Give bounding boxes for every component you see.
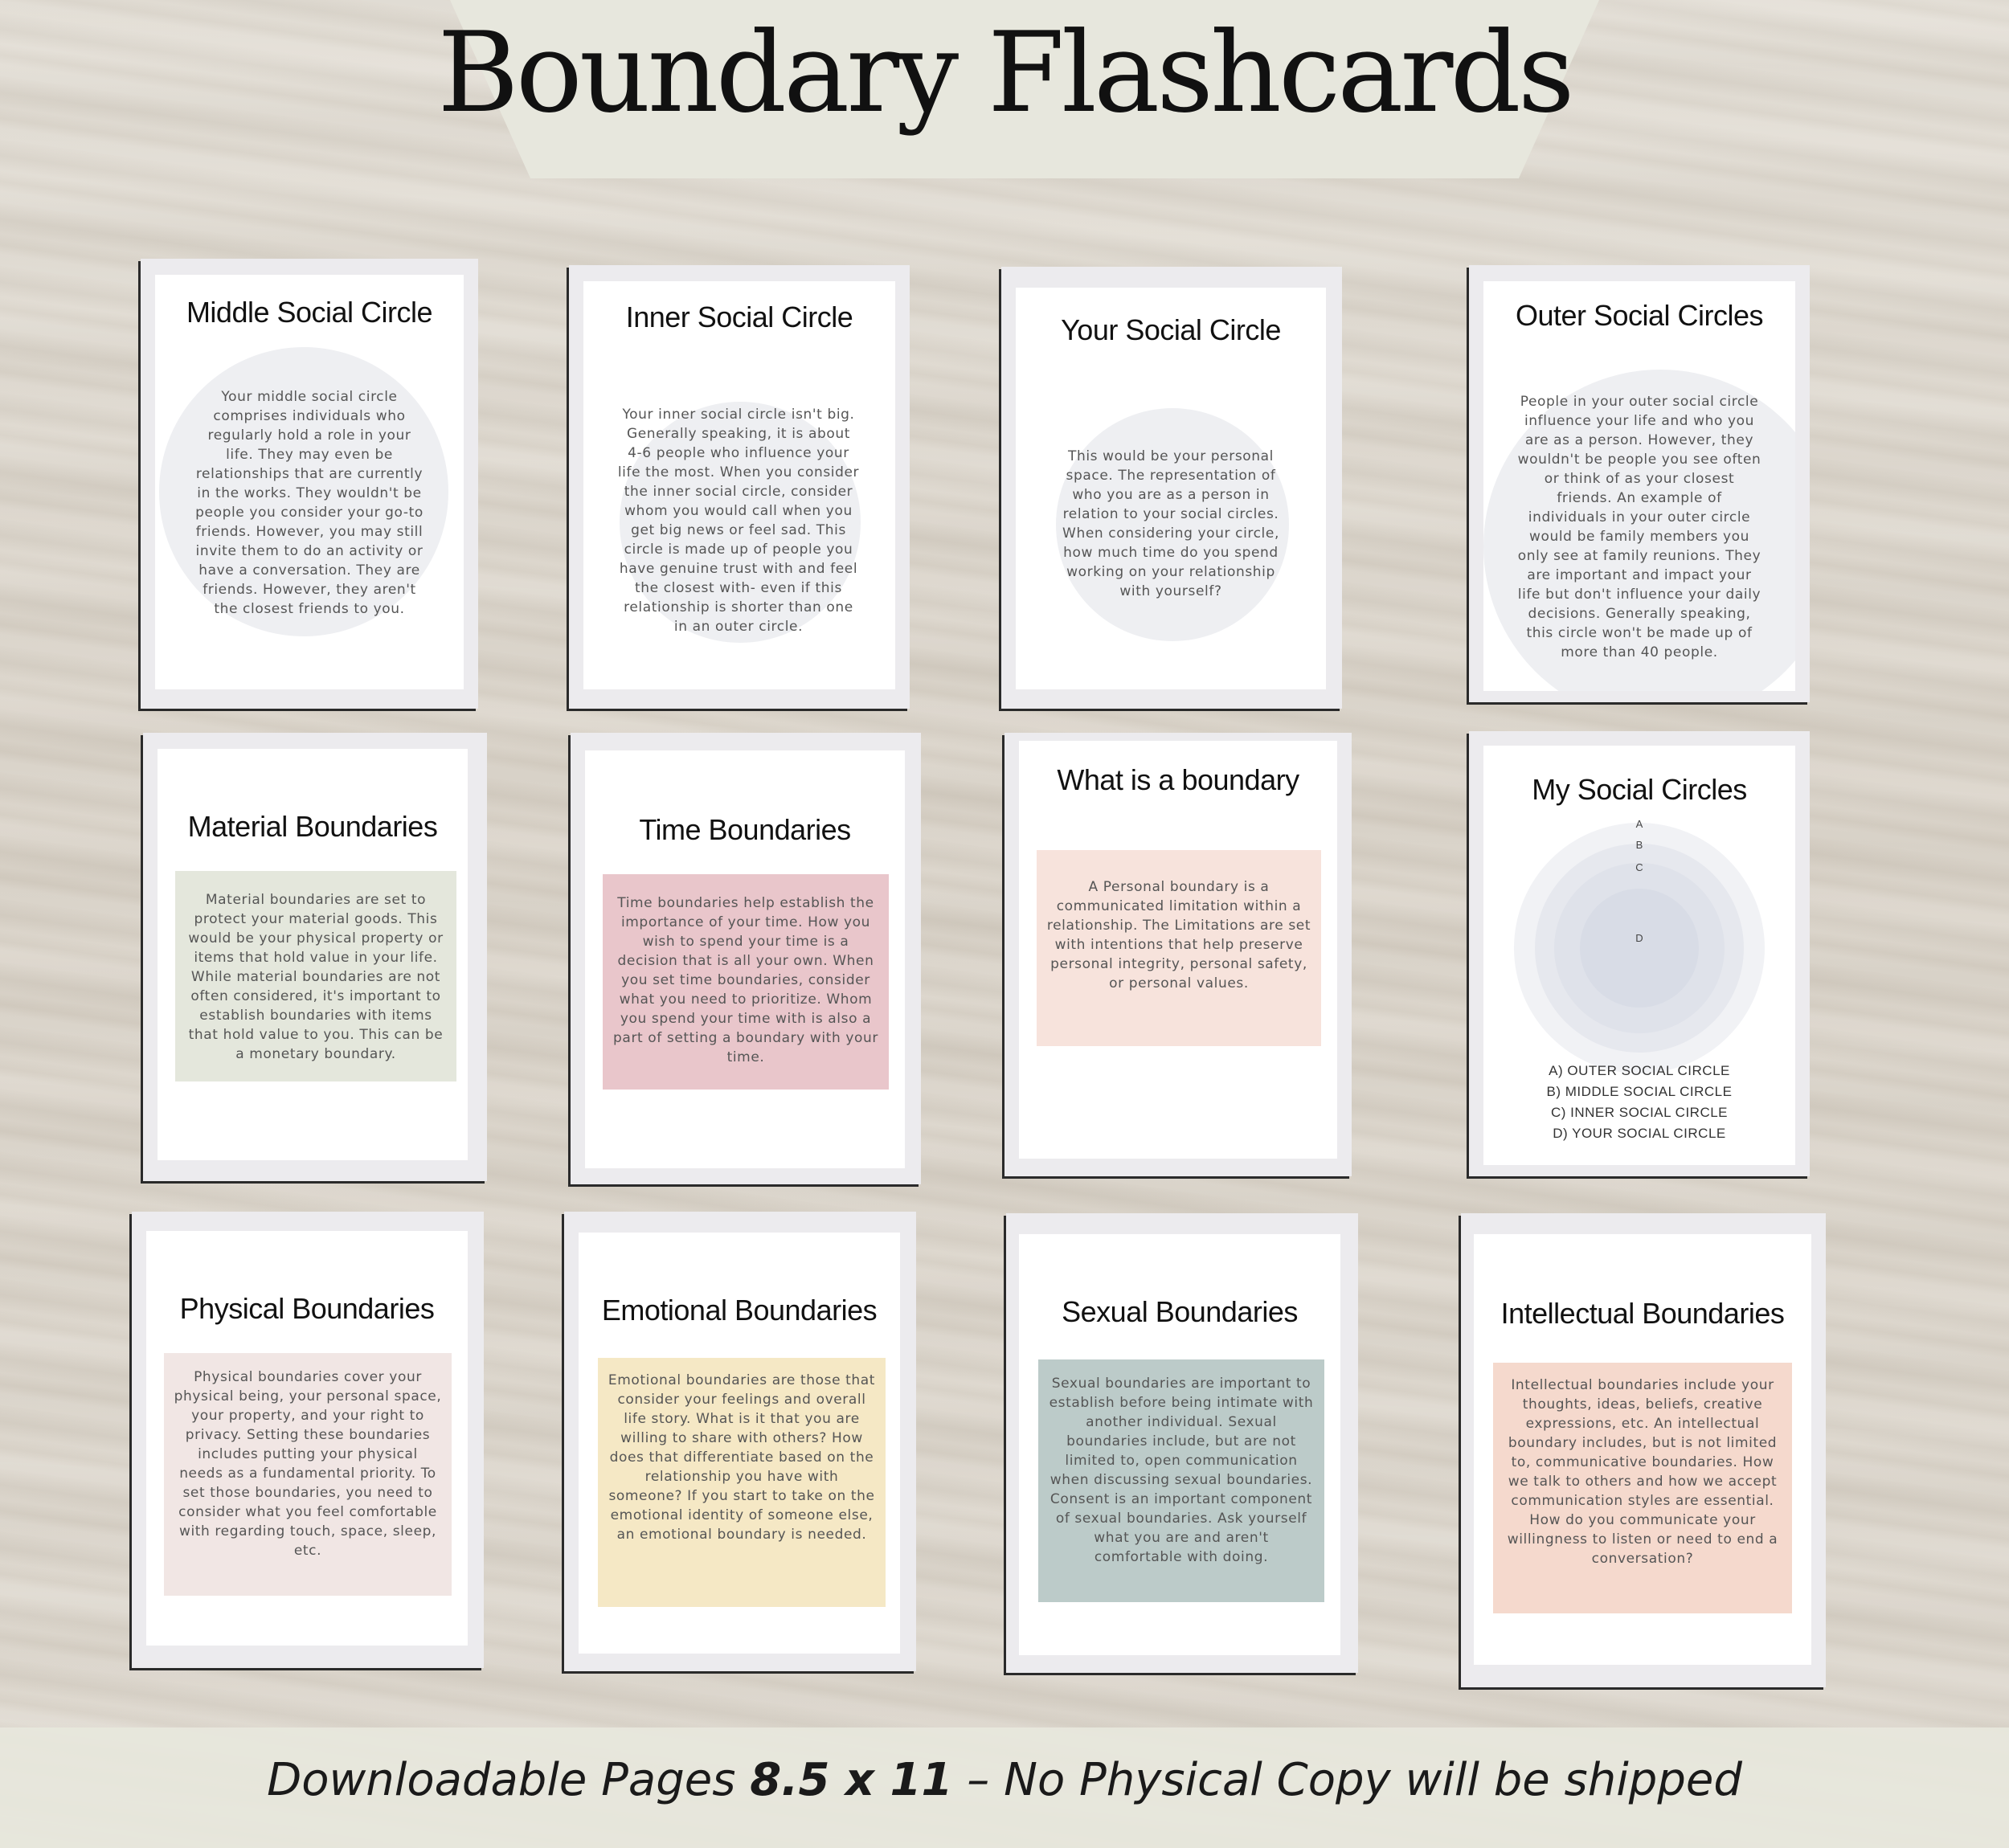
card-title: Time Boundaries: [639, 813, 851, 846]
ring-label-d: D: [1635, 932, 1643, 944]
card-time-boundaries: [571, 733, 921, 1184]
card-face: [158, 749, 468, 1160]
card-body: Intellectual boundaries include your thoughts, ideas, beliefs, creative expressions, etc. An intellectual boundary includes, but is not limited to, communicative boundaries. How we talk to others and how we accept communication styles are essential. How do you communicate your willingness to listen or need to end a conversation?: [1507, 1377, 1778, 1567]
card-title: Emotional Boundaries: [601, 1294, 878, 1327]
card-face: [583, 281, 895, 689]
card-title: Material Boundaries: [187, 810, 438, 843]
footer-size: 8.5 x 11: [750, 1754, 953, 1806]
card-physical-boundaries: [132, 1212, 484, 1668]
card-body: Your middle social circle comprises individuals who regularly hold a role in your life. They may even be relationships that are currently in the works. They wouldn't be people you consider your go-to friends. However, you may still invite them to do an activity or have a conversation. They are friends. However, they aren't the closest friends to you.: [195, 389, 423, 617]
card-title: Sexual Boundaries: [1062, 1295, 1298, 1328]
colored-text-box: [1493, 1363, 1792, 1613]
colored-text-box: [1038, 1359, 1324, 1602]
card-title: Intellectual Boundaries: [1500, 1297, 1785, 1330]
card-body: Sexual boundaries are important to establish before being intimate with another individual. Sexual boundaries include, but are not limited to, open communication when discussing sexual boundaries. Consent is an important component of sexual boundaries. Ask yourself what you are and aren't comfortable with doing.: [1049, 1376, 1314, 1565]
card-body: Emotional boundaries are those that consider your feelings and overall life story. What is it that you are willing to share with others? How does that differentiate based on the relationship you have with someone? If you start to take on the emotional identity of someone else, an emotional boundary is needed.: [608, 1372, 876, 1543]
card-body: People in your outer social circle influence your life and who you are as a person. However, they wouldn't be people you see often or think of as your closest friends. An example of individuals in your outer circle would be family members you only see at family reunions. They are important and impact your life but don't influence your daily decisions. Generally speaking, this circle won't be made up of more than 40 people.: [1517, 394, 1761, 660]
ring-label-c: C: [1635, 861, 1643, 873]
card-body: Material boundaries are set to protect your material goods. This would be your physical property or items that hold value in your life. While material boundaries are not often considered, it's important to establish boundaries with items that hold value to you. This can be a monetary boundary.: [188, 892, 444, 1062]
colored-text-box: [598, 1358, 886, 1607]
card-title: What is a boundary: [1057, 763, 1299, 796]
circle-legend: [1483, 1061, 1795, 1144]
card-face: [1019, 1234, 1340, 1655]
footer-suffix: – No Physical Copy will be shipped: [952, 1754, 1742, 1806]
legend-item: D) YOUR SOCIAL CIRCLE: [1553, 1126, 1726, 1141]
colored-text-box: [1037, 850, 1321, 1046]
ring-label-b: B: [1635, 839, 1643, 851]
card-body: A Personal boundary is a communicated limitation within a relationship. The Limitations are set with intentions that help preserve personal integrity, personal safety, or personal values.: [1046, 879, 1311, 991]
card-face: [155, 275, 464, 689]
card-outer-social-circles: [1469, 265, 1810, 702]
colored-text-box: [603, 874, 889, 1090]
card-face: [1016, 288, 1326, 689]
card-body: Your inner social circle isn't big. Generally speaking, it is about 4-6 people who influence your life the most. When you consider the inner social circle, consider whom you would call when you get big news or feel sad. This circle is made up of people you have genuine trust with and feel the closest with- even if this relationship is shorter than one in an outer circle.: [617, 407, 860, 635]
footer-prefix: Downloadable Pages: [267, 1754, 751, 1806]
legend-item: C) INNER SOCIAL CIRCLE: [1550, 1105, 1729, 1120]
card-body: Physical boundaries cover your physical being, your personal space, your property, and your right to privacy. Setting these boundaries includes putting your physical needs as a fundamental priority. To set those boundaries, you need to consider what you feel comfortable with regarding touch, space, sleep, etc.: [174, 1369, 442, 1559]
card-face: [585, 750, 905, 1168]
card-title: Inner Social Circle: [625, 301, 853, 333]
colored-text-box: [164, 1353, 452, 1596]
card-what-is-a-boundary: [1004, 733, 1352, 1176]
card-title: Physical Boundaries: [179, 1292, 435, 1325]
card-your-social-circle: [1001, 267, 1342, 709]
card-middle-social-circle: [141, 259, 478, 709]
card-face: [1483, 746, 1795, 1165]
card-inner-social-circle: [569, 265, 910, 709]
card-face: [1019, 741, 1337, 1159]
card-emotional-boundaries: [564, 1212, 916, 1671]
card-body: Time boundaries help establish the importance of your time. How you wish to spend your time is a decision that is all your own. When you set time boundaries, consider what you need to prioritize. Whom you spend your time with is also a part of setting a boundary with your time.: [613, 895, 878, 1065]
card-title: Middle Social Circle: [186, 296, 433, 329]
card-face: [146, 1231, 468, 1646]
card-my-social-circles: [1469, 731, 1810, 1176]
card-face: [579, 1233, 900, 1654]
legend-item: A) OUTER SOCIAL CIRCLE: [1549, 1063, 1730, 1078]
card-title: My Social Circles: [1532, 773, 1747, 806]
colored-text-box: [175, 871, 456, 1081]
legend-item: B) MIDDLE SOCIAL CIRCLE: [1546, 1084, 1733, 1099]
ring-d: [1580, 889, 1699, 1008]
footer-note: [0, 1748, 2009, 1813]
card-intellectual-boundaries: [1461, 1213, 1826, 1687]
card-body: This would be your personal space. The representation of who you are as a person in relation to your social circles. When considering your circle, how much time do you spend working on your relationship with yourself?: [1062, 448, 1279, 599]
card-face: [1474, 1234, 1811, 1665]
page-title: Boundary Flashcards: [437, 8, 1572, 137]
ring-label-a: A: [1635, 818, 1643, 830]
social-circles-diagram: [1483, 813, 1795, 1078]
card-sexual-boundaries: [1006, 1213, 1358, 1673]
card-material-boundaries: [143, 733, 487, 1181]
card-title: Outer Social Circles: [1515, 299, 1764, 332]
card-face: [1483, 281, 1795, 691]
card-title: Your Social Circle: [1061, 313, 1281, 346]
